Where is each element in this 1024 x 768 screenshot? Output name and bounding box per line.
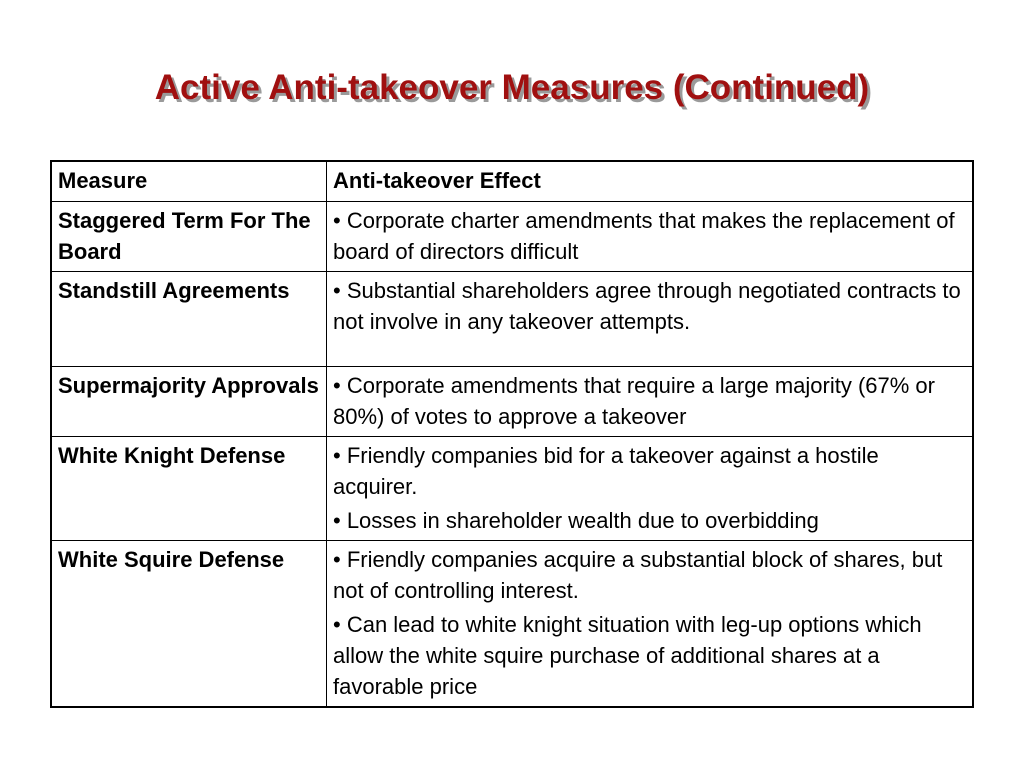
effect-bullet: • Substantial shareholders agree through negotiated contracts to not involve in any takeover attempts. <box>333 277 961 334</box>
measure-cell: Supermajority Approvals <box>51 366 327 436</box>
effect-bullet: • Can lead to white knight situation with leg-up options which allow the white squire purchase of additional shares at a favorable price <box>333 611 922 699</box>
measure-cell: White Knight Defense <box>51 436 327 540</box>
effect-bullet: • Friendly companies bid for a takeover against a hostile acquirer. <box>333 442 879 499</box>
measure-cell: Standstill Agreements <box>51 271 327 366</box>
effect-cell <box>327 436 974 540</box>
effect-bullet: • Friendly companies acquire a substantial block of shares, but not of controlling interest. <box>333 546 943 603</box>
table-row <box>51 540 973 707</box>
table-row <box>51 201 973 271</box>
effect-cell <box>327 366 974 436</box>
measure-cell: White Squire Defense <box>51 540 327 707</box>
measures-table <box>50 160 974 708</box>
table-row <box>51 366 973 436</box>
effect-bullet: • Corporate charter amendments that makes the replacement of board of directors difficult <box>333 207 955 264</box>
header-measure: Measure <box>51 161 327 201</box>
slide-title: Active Anti-takeover Measures (Continued) <box>154 68 870 107</box>
effect-bullet: • Losses in shareholder wealth due to overbidding <box>333 507 819 533</box>
measure-cell: Staggered Term For The Board <box>51 201 327 271</box>
table-row <box>51 271 973 366</box>
effect-cell <box>327 540 974 707</box>
table-header-row <box>51 161 973 201</box>
effect-cell <box>327 271 974 366</box>
effect-bullet: • Corporate amendments that require a large majority (67% or 80%) of votes to approve a takeover <box>333 372 935 429</box>
effect-cell <box>327 201 974 271</box>
table-row <box>51 436 973 540</box>
header-effect: Anti-takeover Effect <box>327 161 974 201</box>
